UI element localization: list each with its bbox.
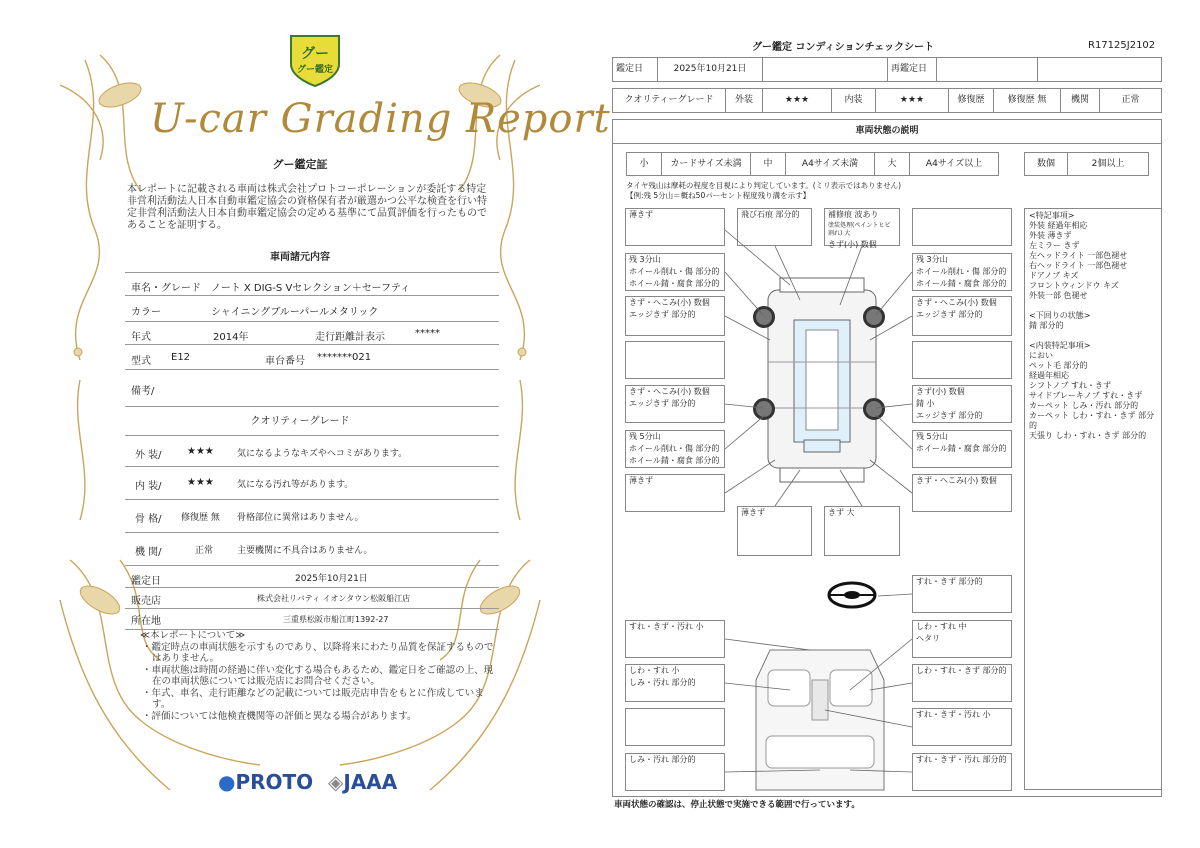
date-label: 鑑定日 [131, 576, 161, 587]
car-name-label: 車名・グレード [131, 283, 201, 294]
jaaa-logo [328, 770, 397, 794]
condition-box: きず(小) 数個 錆 小 エッジきず 部分的 [912, 385, 1012, 423]
address-value: 三重県松阪市船江町1392-27 [283, 615, 389, 624]
note-line: 外装 薄きず [1029, 231, 1072, 240]
int-stars: ★★★ [875, 88, 949, 113]
tire-front-left-icon [753, 306, 775, 328]
spec-row-remarks [125, 370, 499, 407]
model-value: E12 [171, 352, 191, 363]
note-line: 天張り しわ・すれ・きず 部分的 [1029, 430, 1147, 440]
mileage-value: ***** [415, 328, 440, 339]
ext-stars: ★★★ [762, 88, 832, 113]
note-line: ドアノブ キズ [1029, 271, 1079, 280]
exterior-text: 気になるようなキズやヘコミがあります。 [237, 449, 408, 459]
repair-label: 修復歴 [948, 88, 994, 113]
condition-box: すれ・きず・汚れ 小 [625, 620, 725, 658]
remarks-label: 備考/ [131, 386, 155, 397]
engine-value: 正常 [1099, 88, 1162, 113]
condition-box: きず 大 [824, 506, 900, 556]
section-title: 車両状態の説明 [612, 119, 1162, 144]
note-item: ・評価については他検査機関等の評価と異なる場合があります。 [142, 710, 417, 722]
condition-box: きず・へこみ(小) 数個 [912, 474, 1012, 512]
year-label: 年式 [131, 332, 151, 343]
quality-row-engine [125, 533, 499, 566]
note-line: <下回りの状態> [1029, 310, 1091, 320]
size-mid-desc: A4サイズ未満 [785, 152, 875, 176]
rdate-value: 2025年10月21日 [657, 57, 763, 82]
condition-box: 飛び石痕 部分的 [737, 208, 812, 246]
condition-box: きず・へこみ(小) 数個 エッジきず 部分的 [625, 385, 725, 423]
exterior-stars: ★★★ [187, 446, 214, 457]
note-line: 左ヘッドライト 一部色褪せ [1029, 251, 1128, 260]
engine-text: 主要機関に不具合はありません。 [237, 546, 373, 556]
condition-check-sheet [600, 0, 1200, 848]
certificate-text: 本レポートに記載される車両は株式会社プロトコーポレーションが委託する特定非営利活動法人日本自動車鑑定協会の資格保有者が厳選かつ公平な検査を行い特定非営利活動法人日本自動車鑑定協会の定める基準にて品質評価を行ったものであることを証明する。 [127, 184, 487, 231]
svg-text:グー: グー [301, 46, 329, 62]
rdate-label: 鑑定日 [612, 57, 658, 82]
jaaa-mark-icon: ◈ [328, 770, 344, 794]
notes-title: ≪本レポートについて≫ [140, 630, 246, 641]
script-title: U-car Grading Report [150, 96, 611, 142]
condition-box: 残 5分山 ホイール錆・腐食 部分的 [912, 430, 1012, 468]
spec-row-car-name [125, 272, 499, 296]
note-line: サイドブレーキノブ すれ・きず [1029, 390, 1143, 400]
frame-value: 修復歴 無 [181, 513, 220, 523]
condition-box: すれ・きず・汚れ 小 [912, 708, 1012, 746]
note-line: 錆 部分的 [1029, 320, 1064, 330]
goo-kantei-badge [287, 30, 343, 88]
chassis-label: 車台番号 [265, 356, 305, 367]
interior-stars: ★★★ [187, 477, 214, 488]
shop-value: 株式会社リバティ イオンタウン松阪船江店 [257, 594, 411, 603]
size-small: 小 [626, 152, 662, 176]
note-line [1029, 331, 1157, 341]
tire-rear-left-icon [753, 398, 775, 420]
condition-box: きず・へこみ(小) 数個 エッジきず 部分的 [625, 296, 725, 336]
quality-row-exterior [125, 436, 499, 467]
frame-label: 骨 格/ [135, 514, 162, 525]
size-large-desc: A4サイズ以上 [909, 152, 999, 176]
note-line: <特記事項> [1029, 211, 1075, 220]
condition-box: すれ・きず・汚れ 部分的 [912, 753, 1012, 791]
condition-box [912, 341, 1012, 379]
car-name-value: ノート X DIG-S Vセレクション＋セーフティ [211, 283, 411, 294]
note-item: ・年式、車名、走行距離などの記載については販売店申告をもとに作成しています。 [142, 687, 484, 710]
redate-value [936, 57, 1038, 82]
condition-box: 補修痕 波あり 塗装処理(ペイントヒビ割れ) 大 きず(小) 数個 [824, 208, 900, 246]
condition-box: すれ・きず 部分的 [912, 575, 1012, 613]
size-mid: 中 [750, 152, 786, 176]
info-row-date [125, 566, 499, 588]
info-row-shop [125, 588, 499, 609]
engine-value: 正常 [195, 546, 214, 556]
condition-box: 残 5分山 ホイール削れ・傷 部分的 ホイール錆・腐食 部分的 [625, 430, 725, 468]
condition-box: 残 3分山 ホイール削れ・傷 部分的 ホイール錆・腐食 部分的 [625, 253, 725, 291]
tire-rear-right-icon [863, 398, 885, 420]
condition-box: 薄きず [625, 474, 725, 512]
shop-label: 販売店 [131, 596, 161, 607]
condition-box: しわ・すれ 中 ヘタリ [912, 620, 1012, 658]
condition-box: きず・へこみ(小) 数個 エッジきず 部分的 [912, 296, 1012, 336]
condition-box: しみ・汚れ 部分的 [625, 753, 725, 791]
proto-logo-text: PROTO [235, 770, 314, 794]
spec-row-model [125, 345, 499, 370]
model-label: 型式 [131, 356, 151, 367]
tire-note-1: タイヤ残山は摩耗の程度を目視により判定しています。(ミリ表示ではありません) [626, 181, 902, 190]
note-line: カーペット しみ・汚れ 部分的 [1029, 400, 1139, 410]
chassis-value: *******021 [317, 352, 372, 363]
spec-row-year [125, 322, 499, 345]
count-desc: 2個以上 [1067, 152, 1149, 176]
sheet-id: R17125J2102 [1088, 40, 1156, 51]
mileage-label: 走行距離計表示 [315, 332, 385, 343]
size-small-desc: カードサイズ未満 [661, 152, 751, 176]
address-label: 所在地 [131, 616, 161, 627]
quality-row-interior [125, 467, 499, 500]
proto-mark-icon: ● [218, 770, 236, 794]
engine-label: 機関 [1060, 88, 1100, 113]
rdate-blank [762, 57, 888, 82]
color-label: カラー [131, 307, 161, 318]
car-top-view-diagram [760, 270, 885, 490]
condition-box [625, 708, 725, 746]
engine-label: 機 関/ [135, 547, 162, 558]
tire-note-2: 【例:残 5分山＝概ね50パーセント程度残り溝を示す】 [626, 191, 811, 200]
exterior-label: 外 装/ [135, 450, 162, 461]
quality-title: クオリティーグレード [250, 416, 350, 427]
quality-row-frame [125, 500, 499, 533]
note-line: 右ヘッドライト 一部色褪せ [1029, 261, 1128, 270]
color-value: シャイニングブルーパールメタリック [211, 307, 379, 318]
note-line: におい [1029, 350, 1053, 360]
note-item: ・鑑定時点の車両状態を示すものであり、以降将来にわたり品質を保証するものではありません。 [142, 641, 494, 664]
note-line: 左ミラー きず [1029, 241, 1080, 250]
report-notes [140, 630, 500, 722]
note-item: ・車両状態は時間の経過に伴い変化する場合もあるため、鑑定日をご確認の上、現在の車両状態については販売店にお問合せください。 [142, 664, 494, 687]
note-line: フロントウィンドウ キズ [1029, 281, 1119, 290]
interior-label: 内 装/ [135, 481, 162, 492]
special-notes-panel [1024, 208, 1162, 790]
footer-note: 車両状態の確認は、停止状態で実施できる範囲で行っています。 [614, 800, 860, 810]
repair-value: 修復歴 無 [993, 88, 1061, 113]
condition-box: 薄きず [625, 208, 725, 246]
condition-box: しわ・すれ・きず 部分的 [912, 664, 1012, 702]
size-large: 大 [874, 152, 910, 176]
condition-box: 薄きず [737, 506, 812, 556]
quality-divider [125, 408, 499, 436]
badge-label: グー鑑定 [296, 65, 333, 75]
ext-label: 外装 [725, 88, 763, 113]
sheet-title: グー鑑定 コンディションチェックシート [752, 42, 935, 53]
note-line: 外装一部 色褪せ [1029, 291, 1088, 300]
grade-label: クオリティーグレード [612, 88, 726, 113]
jaaa-logo-text: JAAA [343, 770, 398, 794]
note-line: ペット毛 部分的 [1029, 360, 1088, 370]
condition-box: 残 3分山 ホイール削れ・傷 部分的 ホイール錆・腐食 部分的 [912, 253, 1012, 291]
steering-wheel-icon [826, 580, 878, 610]
frame-text: 骨格部位に異常はありません。 [237, 513, 364, 523]
redate-label: 再鑑定日 [887, 57, 937, 82]
year-value: 2014年 [213, 332, 249, 343]
spec-title: 車両諸元内容 [270, 252, 330, 263]
spec-row-color [125, 295, 499, 322]
proto-logo [218, 770, 313, 794]
certificate-title: グー鑑定証 [272, 158, 328, 171]
count-label: 数個 [1024, 152, 1068, 176]
tire-front-right-icon [863, 306, 885, 328]
info-row-address [125, 609, 499, 630]
condition-box [912, 208, 1012, 246]
int-label: 内装 [831, 88, 876, 113]
note-line: シフトノブ すれ・きず [1029, 380, 1112, 390]
note-line: 外装 経過年相応 [1029, 221, 1088, 230]
interior-text: 気になる汚れ等があります。 [237, 480, 354, 490]
date-value: 2025年10月21日 [295, 574, 368, 584]
condition-box: しわ・すれ 小 しみ・汚れ 部分的 [625, 664, 725, 702]
note-line: 経過年相応 [1029, 370, 1069, 380]
condition-box [625, 341, 725, 379]
note-line: <内装特記事項> [1029, 340, 1091, 350]
note-line [1029, 301, 1157, 311]
car-interior-diagram [750, 640, 890, 795]
note-line: カーペット しわ・すれ・きず 部分的 [1029, 410, 1155, 430]
